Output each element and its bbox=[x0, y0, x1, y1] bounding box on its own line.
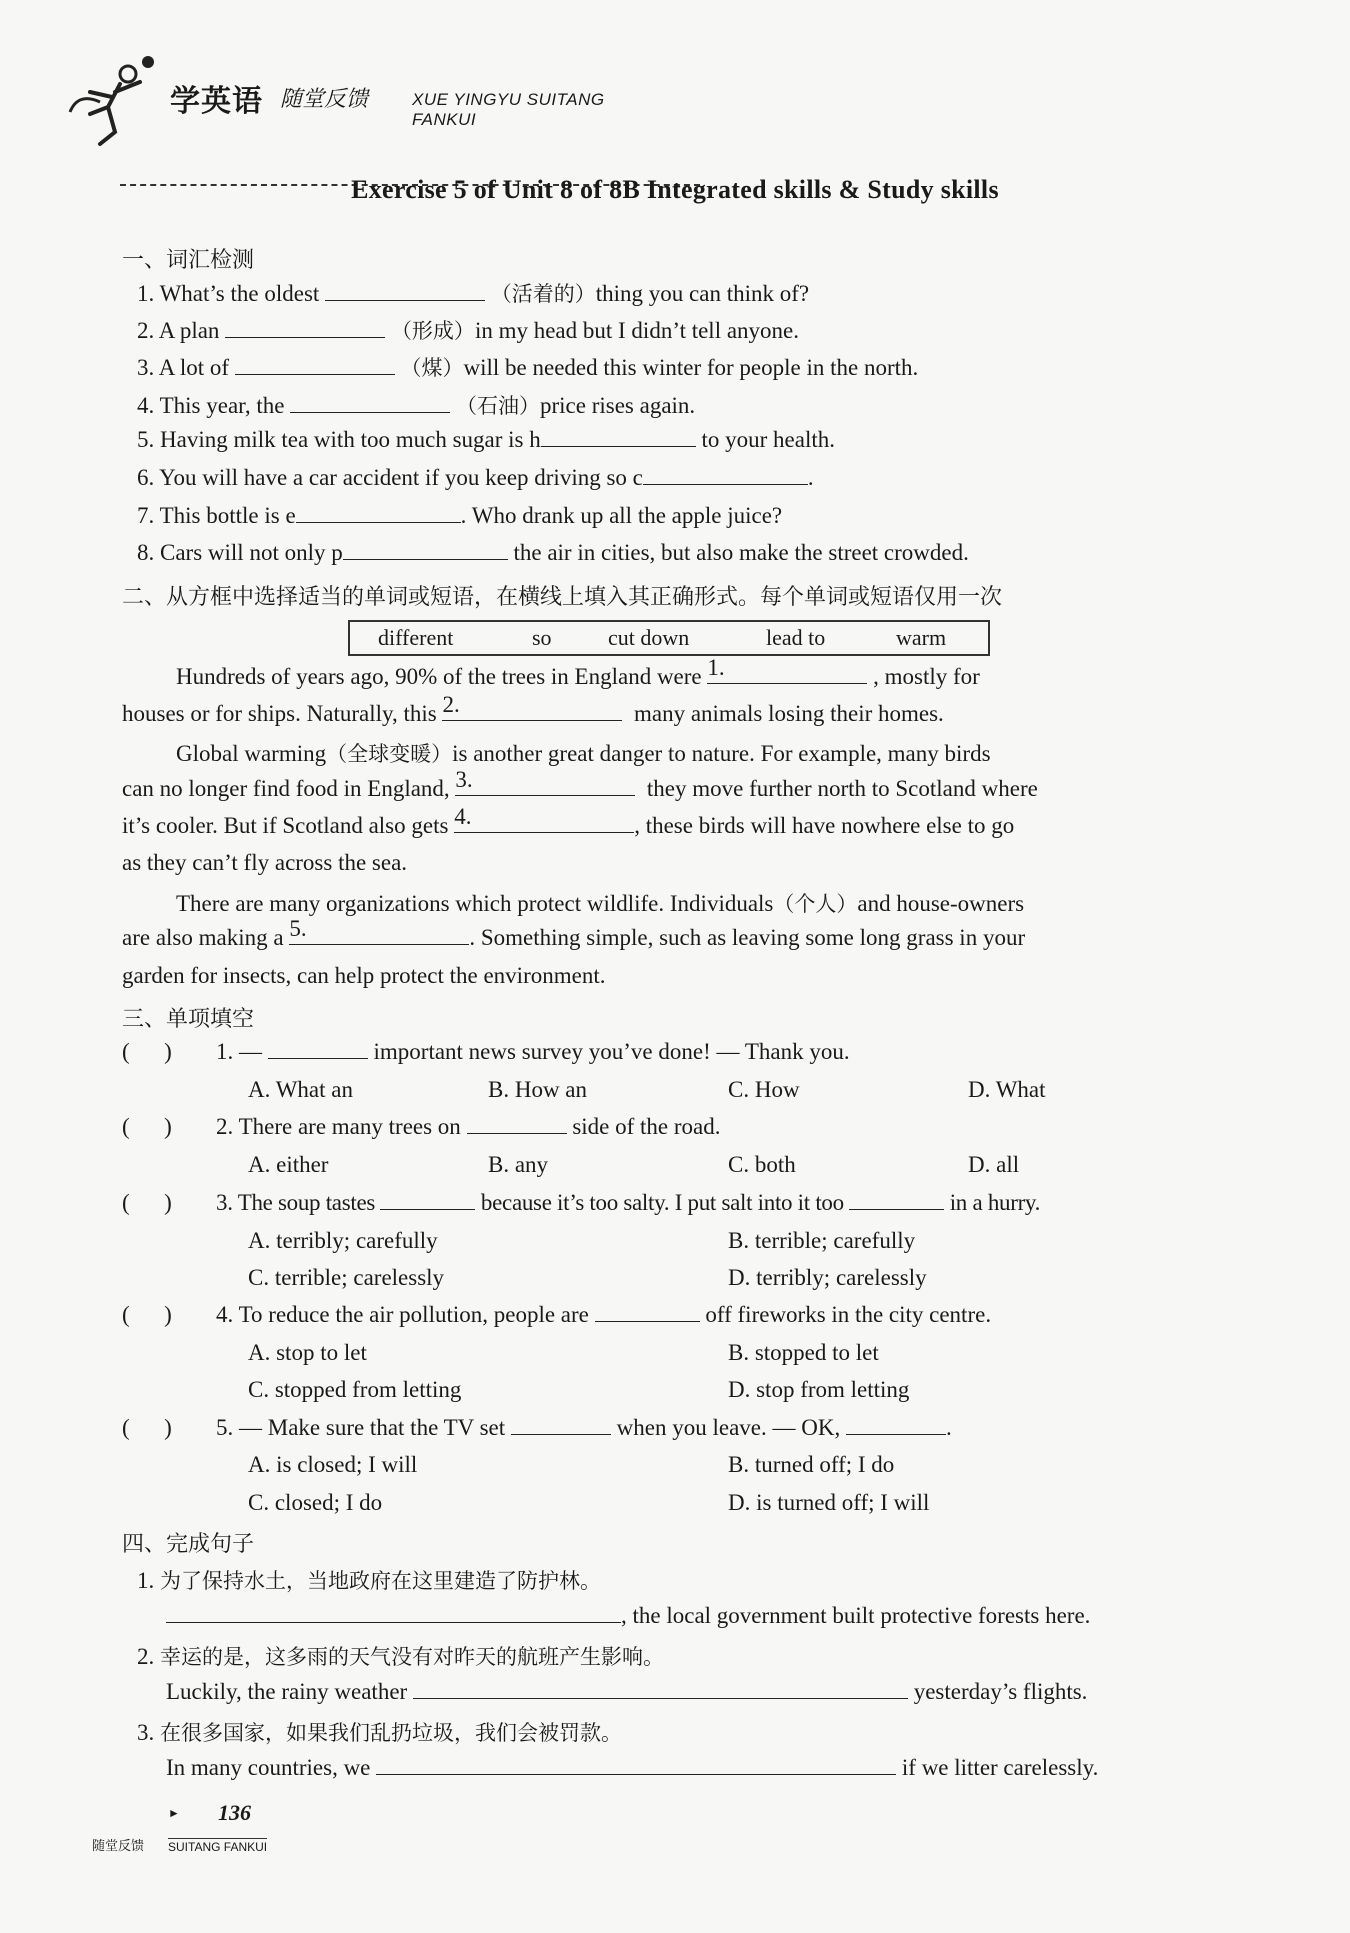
translate-item-3-en: In many countries, we if we litter carelessly. bbox=[166, 1755, 1099, 1780]
footer-brand-pinyin: SUITANG FANKUI bbox=[168, 1840, 268, 1854]
option-c[interactable]: C. stopped from letting bbox=[248, 1377, 462, 1402]
answer-blank[interactable] bbox=[541, 445, 696, 447]
translate-item-1-cn: 1. 为了保持水土，当地政府在这里建造了防护林。 bbox=[137, 1568, 601, 1593]
answer-blank[interactable] bbox=[225, 336, 385, 338]
word-option: so bbox=[532, 625, 552, 650]
answer-parentheses[interactable]: ( ) bbox=[122, 1114, 172, 1139]
answer-blank[interactable] bbox=[643, 483, 808, 485]
answer-blank[interactable] bbox=[380, 1208, 475, 1210]
passage-blank-3[interactable]: 3. bbox=[455, 794, 635, 796]
section3-heading: 三、单项填空 bbox=[122, 1007, 255, 1032]
option-b[interactable]: B. terrible; carefully bbox=[728, 1228, 916, 1253]
answer-parentheses[interactable]: ( ) bbox=[122, 1039, 172, 1064]
option-b[interactable]: B. How an bbox=[488, 1077, 588, 1102]
passage-blank-4[interactable]: 4. bbox=[454, 831, 634, 833]
passage-line: are also making a 5. . Something simple, such as leaving some long grass in your bbox=[122, 916, 1026, 950]
answer-blank[interactable] bbox=[376, 1773, 896, 1775]
option-d[interactable]: D. What bbox=[968, 1077, 1046, 1102]
option-a[interactable]: A. What an bbox=[248, 1077, 353, 1102]
word-option: warm bbox=[896, 625, 947, 650]
passage-line: Global warming（全球变暖）is another great danger to nature. For example, many birds bbox=[176, 741, 991, 766]
runner-figure-icon bbox=[60, 52, 170, 147]
option-a[interactable]: A. stop to let bbox=[248, 1340, 367, 1365]
passage-line: it’s cooler. But if Scotland also gets 4. , these birds will have nowhere else to go bbox=[122, 804, 1015, 838]
answer-blank[interactable] bbox=[166, 1621, 621, 1623]
translate-item-2-en: Luckily, the rainy weather yesterday’s flights. bbox=[166, 1679, 1088, 1704]
header-banner bbox=[60, 52, 660, 147]
option-a[interactable]: A. terribly; carefully bbox=[248, 1228, 438, 1253]
passage-line: garden for insects, can help protect the environment. bbox=[122, 963, 606, 988]
answer-blank[interactable] bbox=[467, 1132, 567, 1134]
answer-blank[interactable] bbox=[325, 299, 485, 301]
page-title: Exercise 5 of Unit 8 of 8B Integrated skills & Study skills bbox=[351, 175, 999, 204]
passage-line: can no longer find food in England, 3. they move further north to Scotland where bbox=[122, 767, 1038, 801]
answer-blank[interactable] bbox=[846, 1433, 946, 1435]
vocab-item-7: 7. This bottle is e . Who drank up all the apple juice? bbox=[137, 503, 783, 528]
passage-line: houses or for ships. Naturally, this 2. many animals losing their homes. bbox=[122, 692, 944, 726]
vocab-item-6: 6. You will have a car accident if you keep driving so c . bbox=[137, 465, 814, 490]
mc-question-1: 1. — important news survey you’ve done! — Thank you. bbox=[216, 1039, 850, 1064]
word-option: different bbox=[378, 625, 454, 650]
answer-blank[interactable] bbox=[290, 411, 450, 413]
answer-parentheses[interactable]: ( ) bbox=[122, 1190, 172, 1215]
option-c[interactable]: C. closed; I do bbox=[248, 1490, 383, 1515]
passage-blank-2[interactable]: 2. bbox=[442, 719, 622, 721]
vocab-item-8: 8. Cars will not only p the air in cities, but also make the street crowded. bbox=[137, 540, 969, 565]
option-d[interactable]: D. is turned off; I will bbox=[728, 1490, 930, 1515]
passage-blank-1[interactable]: 1. bbox=[707, 682, 867, 684]
vocab-item-4: 4. This year, the （石油）price rises again. bbox=[137, 393, 696, 418]
answer-parentheses[interactable]: ( ) bbox=[122, 1302, 172, 1327]
option-b[interactable]: B. turned off; I do bbox=[728, 1452, 895, 1477]
vocab-item-1: 1. What’s the oldest （活着的）thing you can think of? bbox=[137, 281, 810, 306]
word-box bbox=[348, 620, 990, 656]
passage-line: as they can’t fly across the sea. bbox=[122, 850, 408, 875]
translate-item-2-cn: 2. 幸运的是，这多雨的天气没有对昨天的航班产生影响。 bbox=[137, 1644, 664, 1669]
brand-title: 学英语 bbox=[170, 84, 263, 119]
option-c[interactable]: C. terrible; carelessly bbox=[248, 1265, 445, 1290]
option-b[interactable]: B. any bbox=[488, 1152, 549, 1177]
answer-blank[interactable] bbox=[343, 558, 508, 560]
option-a[interactable]: A. is closed; I will bbox=[248, 1452, 418, 1477]
answer-blank[interactable] bbox=[511, 1433, 611, 1435]
answer-blank[interactable] bbox=[268, 1057, 368, 1059]
answer-blank[interactable] bbox=[296, 521, 461, 523]
option-c[interactable]: C. both bbox=[728, 1152, 796, 1177]
option-a[interactable]: A. either bbox=[248, 1152, 329, 1177]
passage-line: Hundreds of years ago, 90% of the trees in England were 1. , mostly for bbox=[176, 655, 980, 689]
word-option: cut down bbox=[608, 625, 690, 650]
brand-subtitle: 随堂反馈 bbox=[280, 87, 369, 112]
word-option: lead to bbox=[766, 625, 826, 650]
option-d[interactable]: D. all bbox=[968, 1152, 1020, 1177]
answer-parentheses[interactable]: ( ) bbox=[122, 1415, 172, 1440]
section2-heading: 二、从方框中选择适当的单词或短语，在横线上填入其正确形式。每个单词或短语仅用一次 bbox=[122, 585, 1003, 610]
section4-heading: 四、完成句子 bbox=[122, 1532, 255, 1557]
mc-question-5: 5. — Make sure that the TV set when you leave. — OK, . bbox=[216, 1415, 952, 1440]
option-d[interactable]: D. terribly; carelessly bbox=[728, 1265, 927, 1290]
footer-brand: 随堂反馈 bbox=[92, 1839, 145, 1854]
option-b[interactable]: B. stopped to let bbox=[728, 1340, 879, 1365]
vocab-item-3: 3. A lot of （煤）will be needed this winter for people in the north. bbox=[137, 355, 919, 380]
page-number: 136 bbox=[218, 1800, 251, 1825]
answer-blank[interactable] bbox=[413, 1697, 908, 1699]
vocab-item-5: 5. Having milk tea with too much sugar is h to your health. bbox=[137, 427, 835, 452]
option-c[interactable]: C. How bbox=[728, 1077, 800, 1102]
passage-line: There are many organizations which protect wildlife. Individuals（个人）and house-owners bbox=[176, 891, 1025, 916]
translate-item-1-en: , the local government built protective forests here. bbox=[166, 1603, 1090, 1629]
translate-item-3-cn: 3. 在很多国家，如果我们乱扔垃圾，我们会被罚款。 bbox=[137, 1720, 622, 1745]
brand-pinyin: XUE YINGYU SUITANG FANKUI bbox=[412, 90, 605, 129]
option-d[interactable]: D. stop from letting bbox=[728, 1377, 910, 1402]
triangle-icon: ► bbox=[168, 1806, 180, 1820]
mc-question-3: 3. The soup tastes because it’s too salty. I put salt into it too in a hurry. bbox=[216, 1190, 1041, 1215]
section1-heading: 一、词汇检测 bbox=[122, 248, 255, 273]
passage-blank-5[interactable]: 5. bbox=[289, 943, 469, 945]
vocab-item-2: 2. A plan （形成）in my head but I didn’t tell anyone. bbox=[137, 318, 800, 343]
answer-blank[interactable] bbox=[595, 1320, 700, 1322]
mc-question-4: 4. To reduce the air pollution, people are off fireworks in the city centre. bbox=[216, 1302, 992, 1327]
answer-blank[interactable] bbox=[849, 1208, 944, 1210]
answer-blank[interactable] bbox=[235, 373, 395, 375]
mc-question-2: 2. There are many trees on side of the road. bbox=[216, 1114, 721, 1139]
